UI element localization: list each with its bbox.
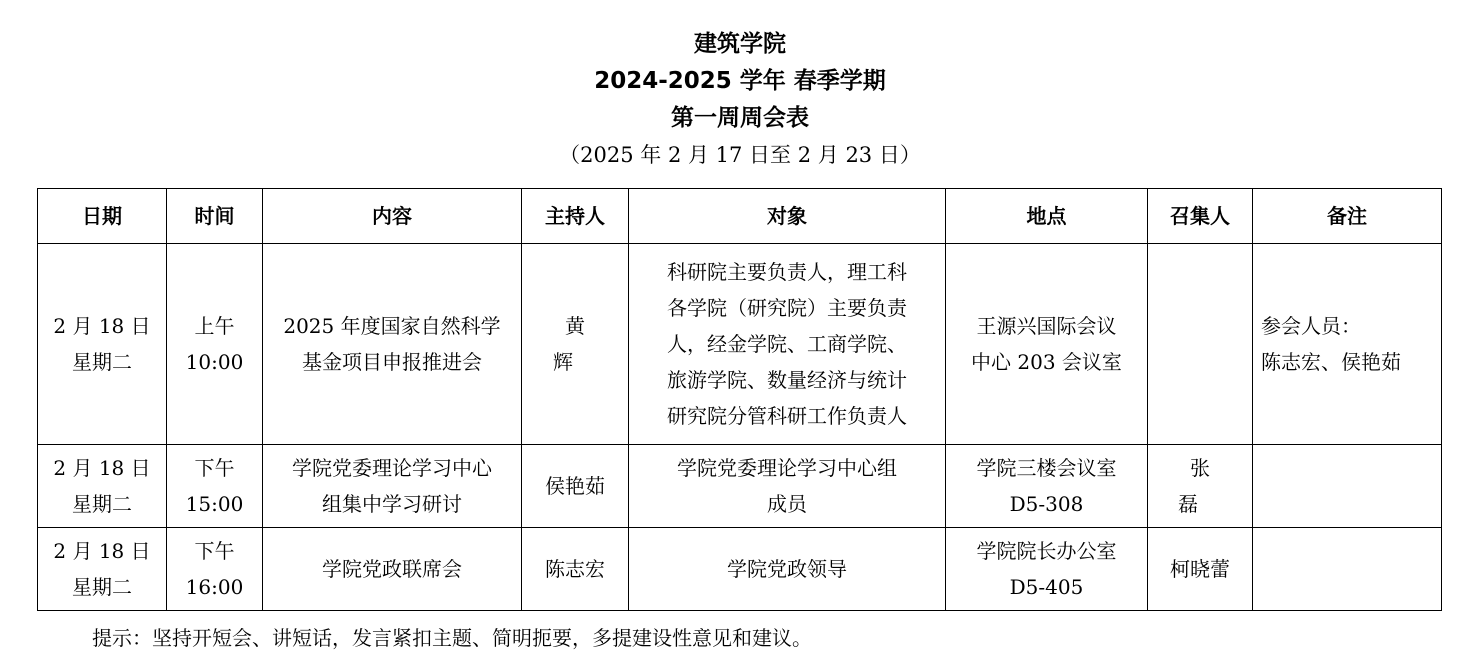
date-cell xyxy=(38,244,167,445)
audience-line: 各学院（研究院）主要负责 xyxy=(667,296,907,320)
date-cell xyxy=(38,445,167,528)
table-row xyxy=(38,528,1442,611)
notes-cell xyxy=(1253,445,1442,528)
audience-line: 成员 xyxy=(767,492,807,516)
table-row xyxy=(38,445,1442,528)
audience-line: 科研院主要负责人，理工科 xyxy=(667,260,907,284)
date-day: 2 月 18 日 xyxy=(53,314,151,338)
time-period: 下午 xyxy=(194,539,235,563)
content-line: 基金项目申报推进会 xyxy=(302,350,482,374)
content-line: 学院党政联席会 xyxy=(322,557,462,581)
time-clock: 15:00 xyxy=(185,492,244,516)
location-line: 学院三楼会议室 xyxy=(976,456,1117,480)
notes-cell xyxy=(1253,528,1442,611)
footer-tip: 提示：坚持开短会、讲短话，发言紧扣主题、简明扼要，多提建设性意见和建议。 xyxy=(92,626,812,650)
term-title: 2024-2025 学年 春季学期 xyxy=(594,68,886,94)
time-cell xyxy=(167,528,263,611)
host-cell xyxy=(522,244,629,445)
col-header-date: 日期 xyxy=(38,189,167,244)
audience-line: 学院党委理论学习中心组 xyxy=(677,456,897,480)
location-line: D5-405 xyxy=(1009,575,1084,599)
date-range: （2025 年 2 月 17 日至 2 月 23 日） xyxy=(559,143,921,167)
col-header-convener: 召集人 xyxy=(1148,189,1253,244)
date-weekday: 星期二 xyxy=(72,350,132,374)
location-line: 中心 203 会议室 xyxy=(971,350,1122,374)
audience-line: 研究院分管科研工作负责人 xyxy=(667,404,907,428)
content-line: 2025 年度国家自然科学 xyxy=(283,314,501,338)
notes-line: 陈志宏、侯艳茹 xyxy=(1261,350,1401,374)
audience-line: 旅游学院、数量经济与统计 xyxy=(667,368,907,392)
content-cell xyxy=(263,528,522,611)
location-cell xyxy=(946,244,1148,445)
col-header-content: 内容 xyxy=(263,189,522,244)
audience-cell xyxy=(629,244,946,445)
time-cell xyxy=(167,244,263,445)
audience-line: 人，经金学院、工商学院、 xyxy=(667,332,907,356)
content-line: 学院党委理论学习中心 xyxy=(292,456,492,480)
org-name: 建筑学院 xyxy=(694,31,786,57)
table-row xyxy=(38,244,1442,445)
col-header-host: 主持人 xyxy=(522,189,629,244)
col-header-time: 时间 xyxy=(167,189,263,244)
time-clock: 16:00 xyxy=(185,575,244,599)
location-line: D5-308 xyxy=(1009,492,1084,516)
col-header-audience: 对象 xyxy=(629,189,946,244)
location-line: 王源兴国际会议 xyxy=(976,314,1117,338)
convener-cell xyxy=(1148,244,1253,445)
date-cell xyxy=(38,528,167,611)
col-header-location: 地点 xyxy=(946,189,1148,244)
date-day: 2 月 18 日 xyxy=(53,539,151,563)
time-period: 下午 xyxy=(194,456,235,480)
audience-cell xyxy=(629,528,946,611)
location-line: 学院院长办公室 xyxy=(976,539,1117,563)
notes-line: 参会人员： xyxy=(1261,314,1361,338)
audience-line: 学院党政领导 xyxy=(727,557,847,581)
page-title: 第一周周会表 xyxy=(671,105,809,131)
host-cell: 侯艳茹 xyxy=(522,445,629,528)
table-header-row xyxy=(38,189,1442,244)
location-cell xyxy=(946,445,1148,528)
audience-cell xyxy=(629,445,946,528)
document-header xyxy=(0,26,1480,174)
date-weekday: 星期二 xyxy=(72,575,132,599)
convener-cell xyxy=(1148,445,1253,528)
col-header-notes: 备注 xyxy=(1253,189,1442,244)
time-period: 上午 xyxy=(194,314,235,338)
host-name: 黄辉 xyxy=(553,314,609,374)
meeting-schedule-table xyxy=(37,188,1442,611)
host-cell: 陈志宏 xyxy=(522,528,629,611)
content-cell xyxy=(263,445,522,528)
date-weekday: 星期二 xyxy=(72,492,132,516)
time-clock: 10:00 xyxy=(185,350,244,374)
convener-cell: 柯晓蕾 xyxy=(1148,528,1253,611)
notes-cell xyxy=(1253,244,1442,445)
date-day: 2 月 18 日 xyxy=(53,456,151,480)
content-line: 组集中学习研讨 xyxy=(322,492,462,516)
location-cell xyxy=(946,528,1148,611)
content-cell xyxy=(263,244,522,445)
convener-name: 张磊 xyxy=(1178,456,1234,516)
time-cell xyxy=(167,445,263,528)
